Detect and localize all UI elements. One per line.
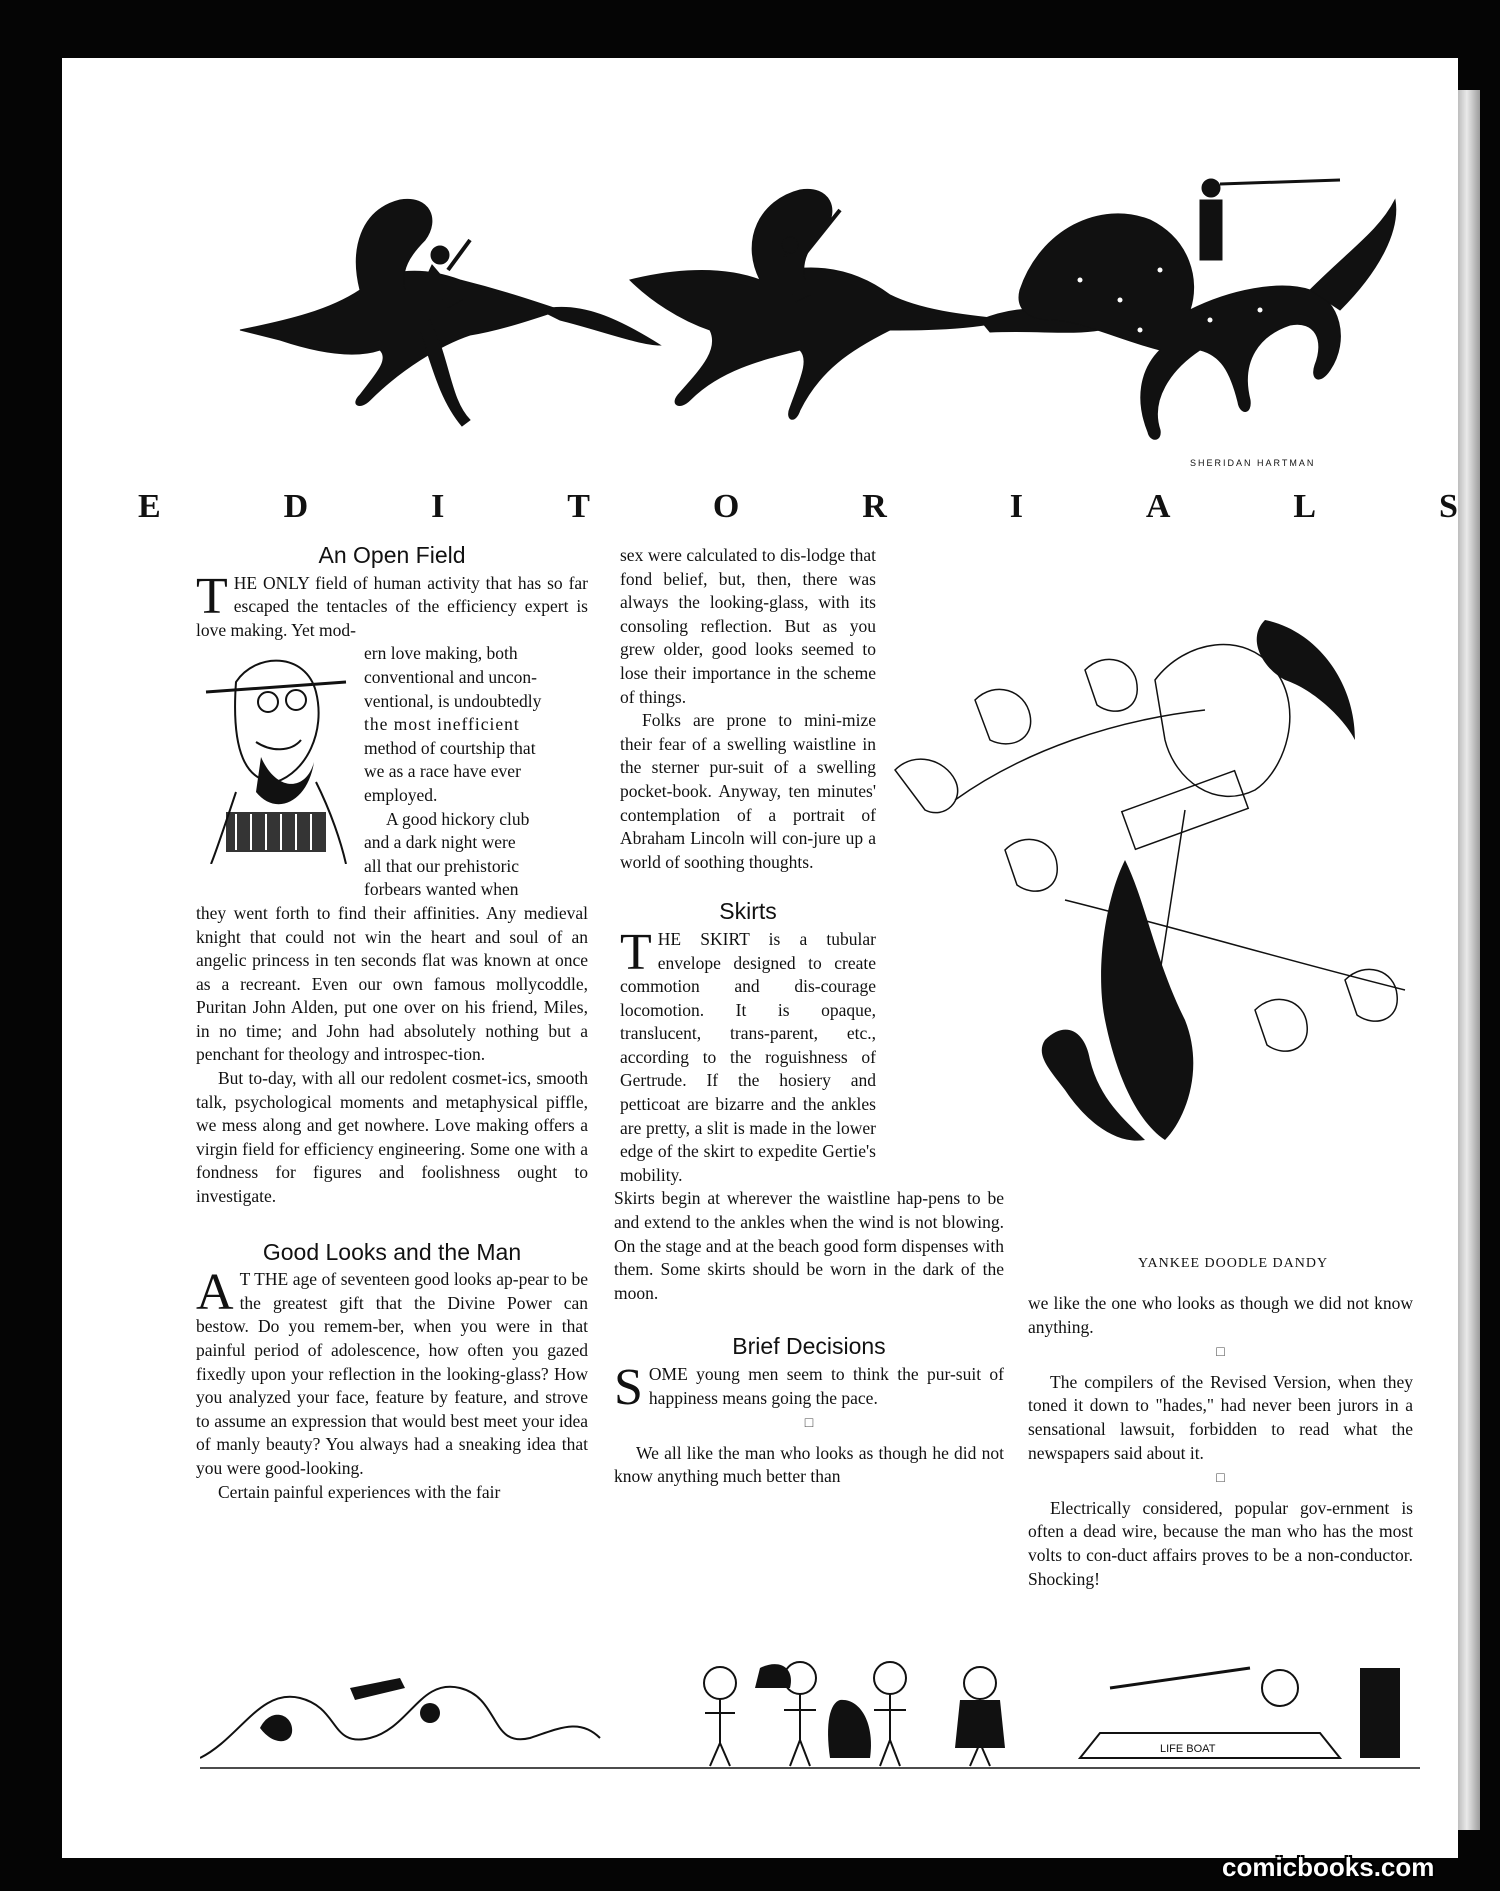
masthead-letter: T: [567, 488, 590, 525]
artist-signature: SHERIDAN HARTMAN: [1190, 458, 1316, 468]
separator-box: □: [1216, 1471, 1225, 1487]
text-line: forbears wanted when: [364, 879, 519, 900]
text-line: ventional, is undoubtedly: [364, 690, 542, 711]
article-heading-skirts: Skirts: [719, 898, 777, 925]
narrow-block: [620, 544, 876, 1187]
text-line: A good hickory club: [386, 808, 530, 829]
text-line: the most inefficient: [364, 714, 520, 735]
article-paragraph: Skirts begin at wherever the waistline hap-pens to be and extend to the ankles when the wind is not blowing. On the stage and at the beach good form dispenses with them. Some skirts should be worn in the dark of the moon.: [614, 1188, 1004, 1303]
masthead-letter: O: [712, 488, 740, 525]
article-paragraph: A T THE age of seventeen good looks ap-pear to be the greatest gift that the Divine Power can bestow. Do you remem-ber, when you were in that painful period of adolescence, how often you gazed fixedly upon your reflection in the looking-glass? How you analyzed your face, feature by feature, and strove to assume an expression that would best meet your idea of manly beauty? You always had a sneaking idea that you were good-looking.: [196, 1264, 588, 1478]
drop-cap: A: [196, 1264, 234, 1322]
article-paragraph: THE ONLY field of human activity that has so far escaped the tentacles of the efficiency expert is love making. Yet mod-: [196, 567, 588, 640]
watermark: comicbooks.com: [1222, 1852, 1435, 1882]
text-line: conventional and uncon-: [364, 666, 538, 687]
article-paragraph: Folks are prone to mini-mize their fear of a swelling waistline in the sterner pur-suit of a swelling pocket-book. Anyway, ten minutes' contemplation of a portrait of Abraham Lincoln will con-jure up a world of soothing thoughts.: [620, 710, 876, 872]
text-line: method of courtship that: [364, 737, 536, 758]
article-heading-good-looks: Good Looks and the Man: [262, 1238, 522, 1265]
masthead-letter: R: [862, 488, 887, 525]
text-line: employed.: [364, 784, 438, 805]
page-spine: [1458, 90, 1480, 1830]
article-paragraph: The compilers of the Revised Version, when they toned it down to "hades," had never been jurors in a sensational lawsuit, forbidden to read what the newspapers said about it.: [1028, 1371, 1413, 1463]
life-boat-label: LIFE BOAT: [1160, 1743, 1216, 1755]
text-line: ern love making, both: [364, 643, 518, 664]
article-paragraph: we like the one who looks as though we did not know anything.: [1028, 1293, 1413, 1337]
column-3: [1028, 1292, 1413, 1591]
illustration-caption: YANKEE DOODLE DANDY: [1138, 1256, 1329, 1271]
drop-cap: T: [620, 923, 652, 981]
masthead-letter: I: [431, 488, 445, 525]
article-heading-open-field: An Open Field: [318, 542, 466, 568]
article-paragraph: But to-day, with all our redolent cosmet-ics, smooth talk, psychological moments and metaphysical piffle, we mess along and get nowhere. Love making offers a virgin field for efficiency engineering. Some one with a fondness for figures and foolishness ought to investigate.: [196, 1068, 588, 1207]
separator-box: □: [1216, 1345, 1225, 1361]
masthead-letter: E: [138, 488, 161, 525]
professor-caricature-illustration: [196, 642, 356, 864]
yankee-doodle-dandy-illustration: [885, 600, 1440, 1240]
text-line: we as a race have ever: [364, 761, 521, 782]
drop-cap: T: [196, 567, 228, 625]
header-illustration: [200, 170, 1400, 470]
masthead-letter: A: [1145, 488, 1171, 525]
column-1: [196, 544, 588, 1504]
drop-cap: S: [614, 1359, 643, 1416]
article-paragraph: they went forth to find their affinities. Any medieval knight that could not win the heart and soul of an angelic princess in ten seconds flat was known at once as a recreant. Even our own famous mollycoddle, Puritan John Alden, put one over on his friend, Miles, in no time; and John had absolutely nothing but a penchant for theology and introspec-tion.: [196, 902, 588, 1065]
article-paragraph: We all like the man who looks as though he did not know anything much better than: [614, 1442, 1004, 1487]
editorials-masthead: [138, 488, 1458, 526]
footer-beach-illustration: [200, 1628, 1420, 1778]
article-paragraph: Certain painful experiences with the fair: [218, 1481, 501, 1502]
masthead-letter: D: [283, 488, 309, 525]
text-line: all that our prehistoric: [364, 855, 520, 876]
masthead-letter: S: [1438, 488, 1458, 525]
article-heading-brief-decisions: Brief Decisions: [732, 1333, 886, 1360]
masthead-letter: I: [1009, 488, 1023, 525]
separator-box: □: [804, 1416, 814, 1432]
wrap-block: [196, 642, 588, 902]
article-paragraph: Electrically considered, popular gov-ernment is often a dead wire, because the man who has the most volts to con-duct affairs proves to be a non-conductor. Shocking!: [1028, 1497, 1413, 1589]
article-paragraph: THE SKIRT is a tubular envelope designed to create commotion and dis-courage locomotion. It is opaque, translucent, trans-parent, etc., according to the roguishness of Gertrude. If the hosiery and petticoat are bizarre and the ankles are pretty, a slit is made in the lower edge of the skirt to expedite Gertie's mobility.: [620, 923, 876, 1185]
wrapped-text: [364, 642, 588, 902]
article-paragraph: SOME young men seem to think the pur-suit of happiness means going the pace.: [614, 1359, 1004, 1416]
masthead-letter: L: [1293, 488, 1317, 525]
text-line: and a dark night were: [364, 832, 516, 853]
article-paragraph: sex were calculated to dis-lodge that fond belief, but, then, there was always the looking-glass, with its consoling reflection. But as you grew older, good looks seemed to lose their importance in the scheme of things.: [620, 545, 876, 707]
